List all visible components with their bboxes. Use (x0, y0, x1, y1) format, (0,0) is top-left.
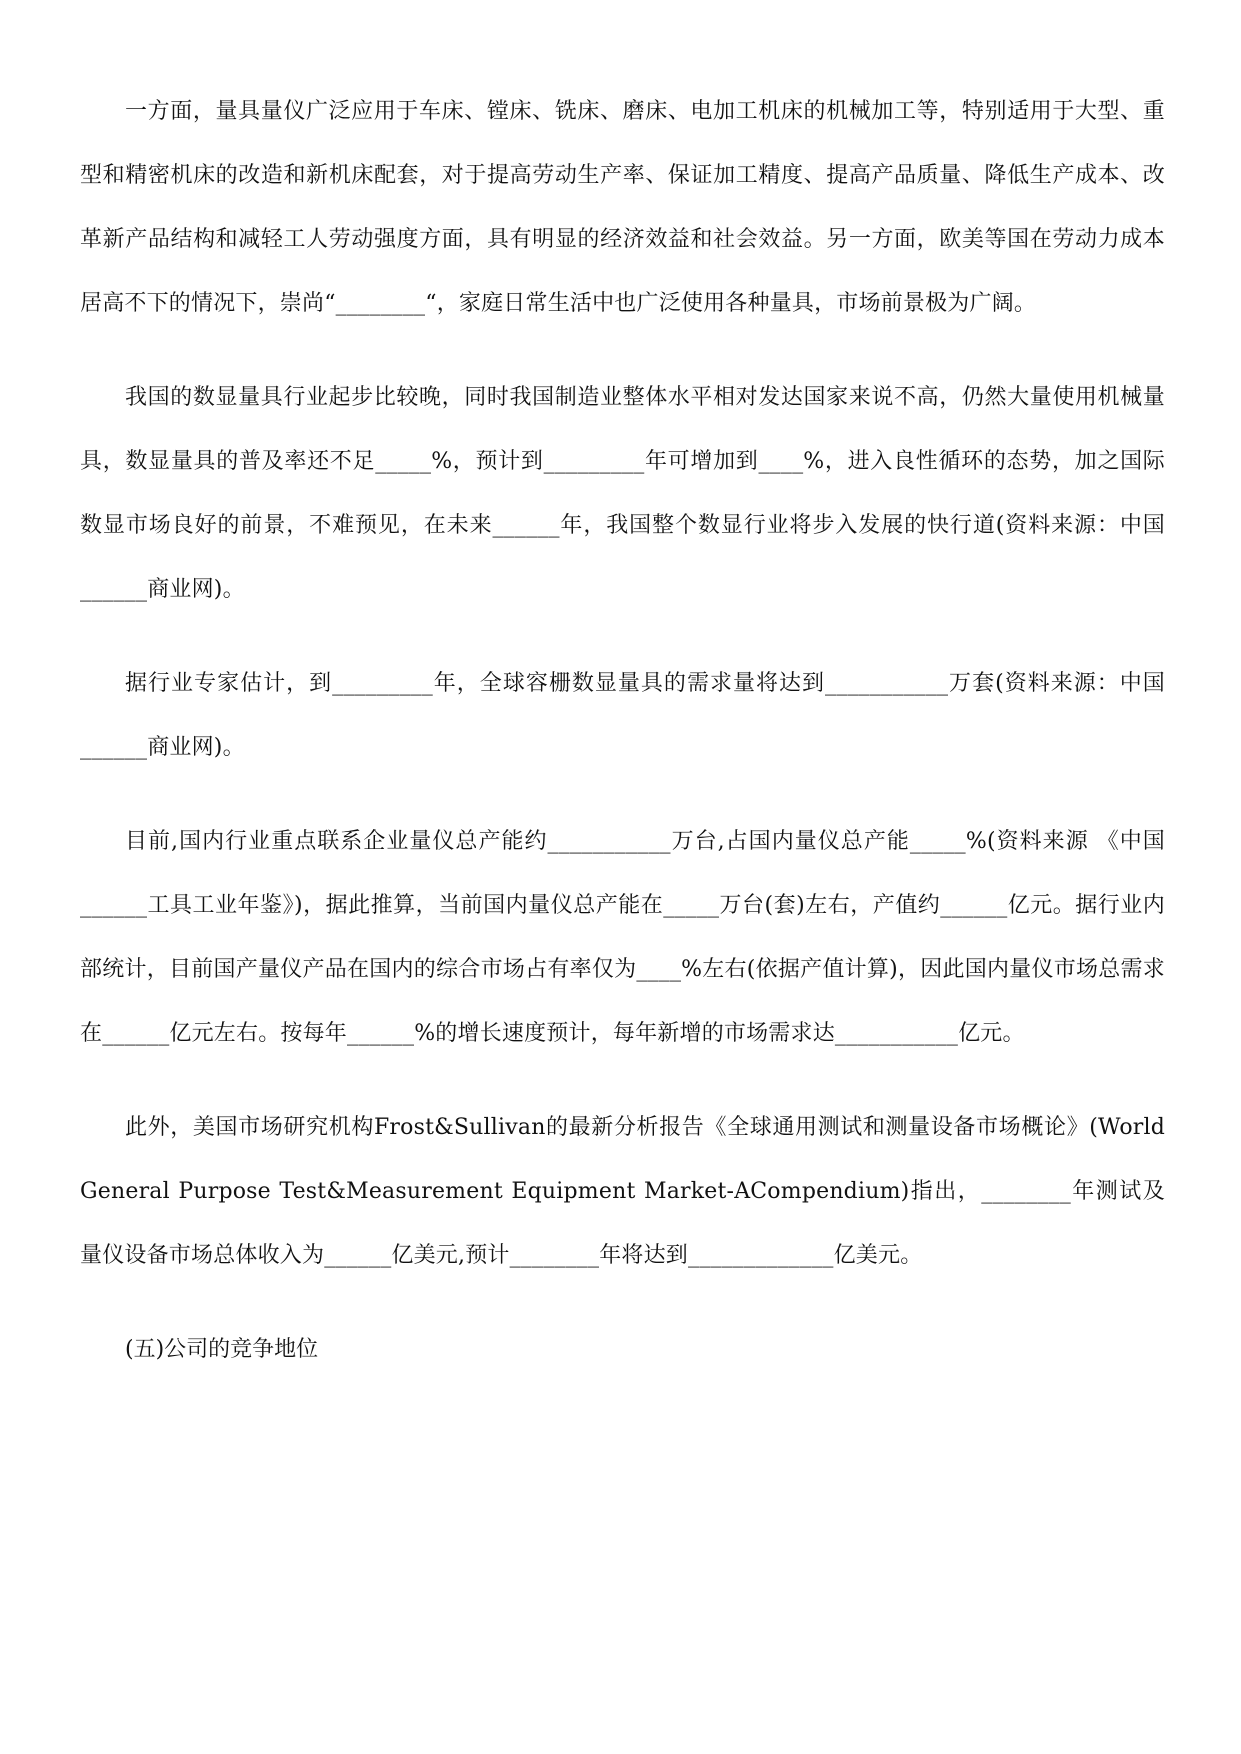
document-page (80, 80, 1165, 1382)
paragraph-frost-sullivan-report: 此外，美国市场研究机构Frost&Sullivan的最新分析报告《全球通用测试和测量设备市场概论》(World General Purpose Test&Measurement Equipment Market-ACompendium)指出，________年测试及量仪设备市场总体收入为______亿美元,预计________年将达到_____________亿美元。 (80, 1115, 1165, 1268)
paragraph-domestic-digital-gauges: 我国的数显量具行业起步比较晚，同时我国制造业整体水平相对发达国家来说不高，仍然大量使用机械量具，数显量具的普及率还不足_____%，预计到_________年可增加到____%，进入良性循环的态势，加之国际数显市场良好的前景，不难预见，在未来______年，我国整个数显行业将步入发展的快行道(资料来源：中国______商业网)。 (80, 385, 1165, 602)
paragraph-domestic-capacity: 目前,国内行业重点联系企业量仪总产能约___________万台,占国内量仪总产能_____%(资料来源 《中国______工具工业年鉴》)，据此推算，当前国内量仪总产能在_____万台(套)左右，产值约______亿元。据行业内部统计，目前国产量仪产品在国内的综合市场占有率仅为____%左右(依据产值计算)，因此国内量仪市场总需求在______亿元左右。按每年______%的增长速度预计，每年新增的市场需求达___________亿元。 (80, 829, 1165, 1046)
section-heading: (五)公司的竞争地位 (125, 1337, 319, 1362)
paragraph-global-demand-forecast: 据行业专家估计，到_________年，全球容栅数显量具的需求量将达到___________万套(资料来源：中国______商业网)。 (80, 671, 1165, 760)
paragraph-demand-overview: 一方面，量具量仪广泛应用于车床、镗床、铣床、磨床、电加工机床的机械加工等，特别适用于大型、重型和精密机床的改造和新机床配套，对于提高劳动生产率、保证加工精度、提高产品质量、降低生产成本、改革新产品结构和减轻工人劳动强度方面，具有明显的经济效益和社会效益。另一方面，欧美等国在劳动力成本居高不下的情况下，崇尚“________“，家庭日常生活中也广泛使用各种量具，市场前景极为广阔。 (80, 99, 1165, 316)
